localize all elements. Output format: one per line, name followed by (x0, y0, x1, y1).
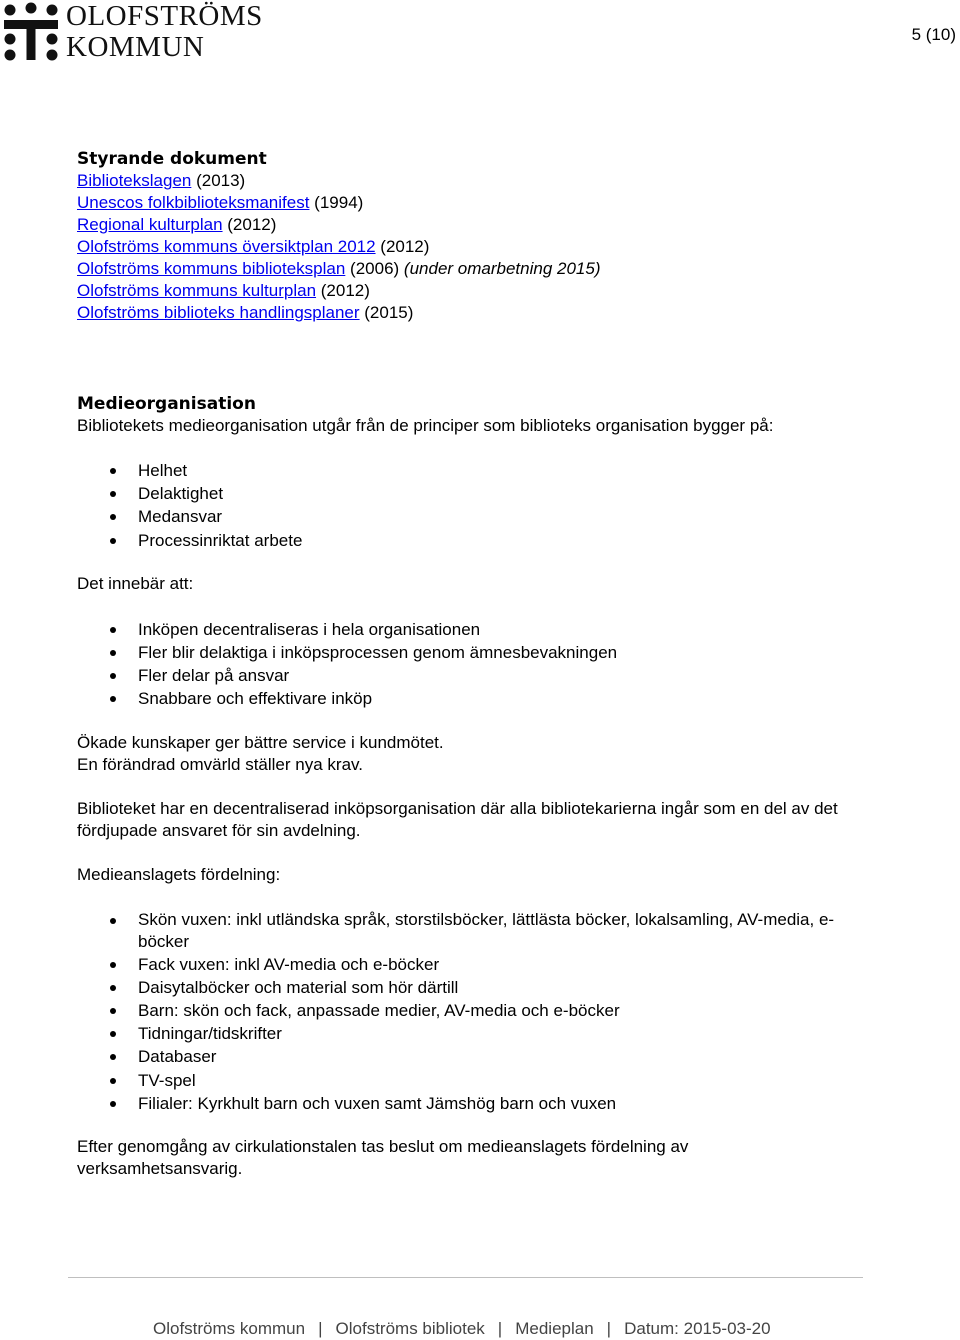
document-year: (2006) (345, 259, 404, 278)
document-item (77, 280, 877, 302)
document-body (77, 148, 877, 1180)
document-item (77, 170, 877, 192)
document-year: (2012) (222, 215, 277, 234)
organisation-paragraph: Biblioteket har en decentraliserad inköpsorganisation där alla bibliotekarierna ingår som en del av det fördjupade ansvaret för sin avdelning. (77, 798, 838, 840)
list-item: Delaktighet (77, 482, 877, 505)
document-note: (under omarbetning 2015) (403, 259, 601, 278)
document-item (77, 192, 877, 214)
document-year: (2015) (359, 303, 414, 322)
document-link[interactable]: Olofströms biblioteks handlingsplaner (77, 303, 360, 322)
fordelning-list (77, 909, 857, 1115)
footer-separator: | (318, 1319, 323, 1338)
footer-date: Datum: 2015-03-20 (624, 1319, 771, 1338)
document-link[interactable]: Bibliotekslagen (77, 171, 192, 190)
document-link[interactable]: Olofströms kommuns kulturplan (77, 281, 317, 300)
innebar-label: Det innebär att: (77, 573, 194, 593)
footer-library: Olofströms bibliotek (335, 1319, 485, 1338)
list-item: Snabbare och effektivare inköp (77, 687, 877, 710)
logo-text-line1: OLOFSTRÖMS (66, 0, 263, 32)
list-item: Medansvar (77, 505, 877, 528)
list-item: Daisytalböcker och material som hör därtill (77, 976, 857, 999)
closing-paragraph: Efter genomgång av cirkulationstalen tas beslut om medieanslagets fördelning av verksamhetsansvarig. (77, 1137, 689, 1179)
fordelning-label: Medieanslagets fördelning: (77, 864, 281, 884)
page-number: 5 (10) (911, 25, 956, 44)
logo-text-line2: KOMMUN (66, 31, 205, 63)
intro-paragraph: Bibliotekets medieorganisation utgår från de principer som biblioteks organisation bygger på: (77, 416, 774, 435)
list-item: TV-spel (77, 1069, 857, 1092)
footer (153, 1318, 771, 1340)
list-item: Barn: skön och fack, anpassade medier, AV-media och e-böcker (77, 999, 857, 1022)
coat-of-arms-icon (2, 2, 60, 62)
document-year: (2012) (375, 237, 430, 256)
list-item: Fack vuxen: inkl AV-media och e-böcker (77, 953, 857, 976)
municipality-logo (2, 2, 292, 64)
list-item: Fler blir delaktiga i inköpsprocessen genom ämnesbevakningen (77, 641, 877, 664)
list-item: Fler delar på ansvar (77, 664, 877, 687)
list-item: Skön vuxen: inkl utländska språk, storstilsböcker, lättlästa böcker, lokalsamling, AV-media, e-böcker (77, 909, 857, 953)
footer-separator: | (606, 1319, 612, 1338)
list-item: Helhet (77, 459, 877, 482)
list-item: Filialer: Kyrkhult barn och vuxen samt Jämshög barn och vuxen (77, 1092, 857, 1115)
document-link[interactable]: Olofströms kommuns biblioteksplan (77, 259, 346, 278)
list-item: Databaser (77, 1045, 857, 1068)
styrande-list (77, 170, 877, 324)
list-item: Processinriktat arbete (77, 529, 877, 552)
footer-municipality: Olofströms kommun (153, 1319, 306, 1338)
statement-line: En förändrad omvärld ställer nya krav. (77, 754, 363, 774)
footer-separator: | (497, 1319, 503, 1338)
document-year: (2013) (191, 171, 246, 190)
principles-list (77, 459, 877, 552)
document-item (77, 236, 877, 258)
heading-medieorganisation: Medieorganisation (77, 394, 256, 414)
document-item (77, 258, 877, 280)
document-item (77, 302, 877, 324)
footer-divider (68, 1277, 863, 1278)
effects-list (77, 618, 877, 711)
list-item: Inköpen decentraliseras i hela organisationen (77, 618, 877, 641)
document-year: (1994) (309, 193, 364, 212)
list-item: Tidningar/tidskrifter (77, 1022, 857, 1045)
document-year: (2012) (316, 281, 370, 300)
document-link[interactable]: Olofströms kommuns översiktplan 2012 (77, 237, 376, 256)
heading-styrande-dokument: Styrande dokument (77, 149, 267, 169)
footer-document: Medieplan (515, 1319, 594, 1338)
document-link[interactable]: Unescos folkbiblioteksmanifest (77, 193, 310, 212)
document-link[interactable]: Regional kulturplan (77, 215, 223, 234)
document-item (77, 214, 877, 236)
statement-line: Ökade kunskaper ger bättre service i kundmötet. (77, 732, 444, 752)
